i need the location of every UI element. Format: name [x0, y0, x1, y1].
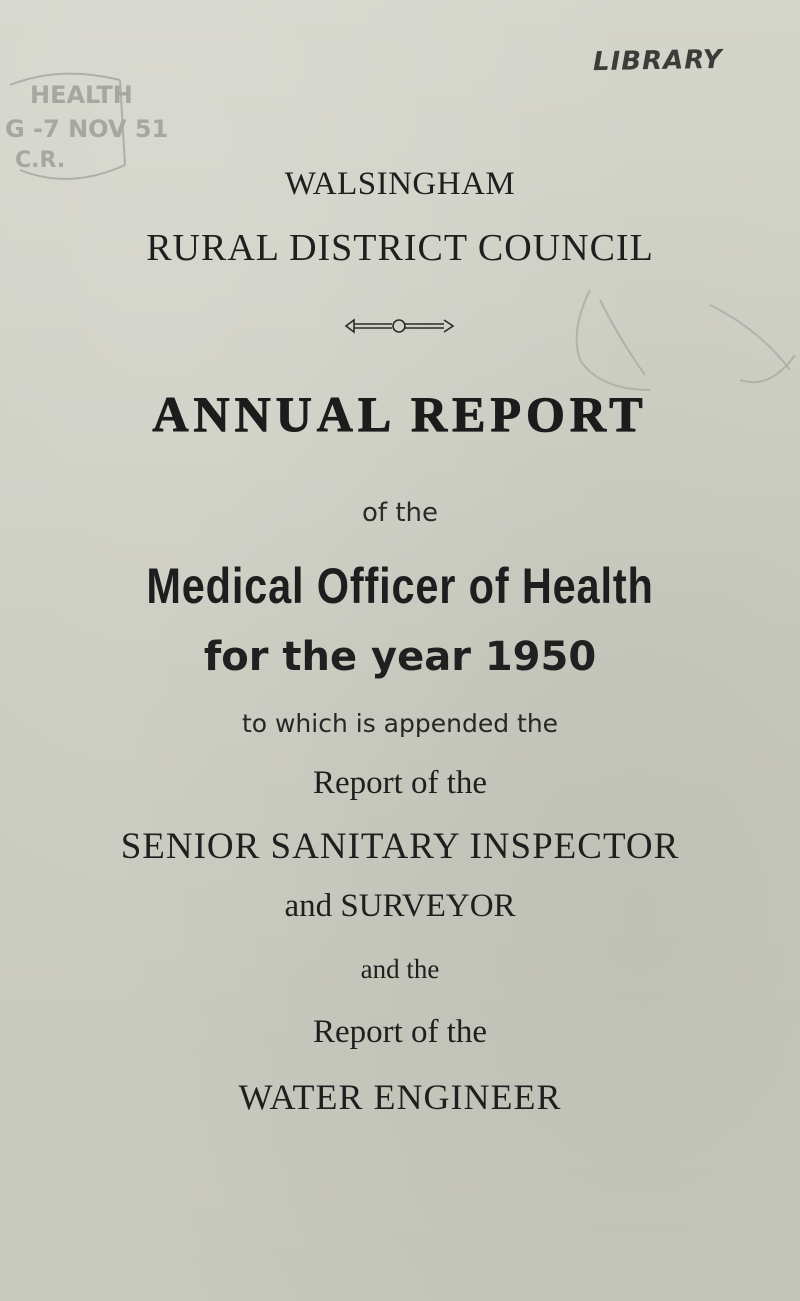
report-year: for the year 1950 [203, 634, 597, 680]
ornament-divider-icon [342, 312, 457, 340]
senior-sanitary-inspector: SENIOR SANITARY INSPECTOR [120, 826, 680, 867]
annual-report-heading: ANNUAL REPORT [152, 386, 648, 442]
council-name-walsingham: WALSINGHAM [284, 166, 516, 202]
report-of-the-2: Report of the [312, 1014, 488, 1050]
stamp-line-2: G -7 NOV 51 [5, 115, 169, 143]
stamp-line-3: C.R. [15, 148, 66, 173]
medical-officer-heading: Medical Officer of Health [146, 558, 654, 614]
of-the-text: of the [362, 498, 438, 528]
stamp-line-1: HEALTH [30, 81, 133, 109]
water-engineer: WATER ENGINEER [238, 1077, 562, 1117]
and-surveyor: and SURVEYOR [284, 888, 516, 924]
council-name: RURAL DISTRICT COUNCIL [146, 227, 654, 269]
and-the-text: and the [360, 954, 440, 984]
report-of-the-1: Report of the [312, 765, 488, 801]
library-handwritten-mark: LIBRARY [592, 44, 723, 78]
appendix-intro: to which is appended the [241, 709, 559, 738]
